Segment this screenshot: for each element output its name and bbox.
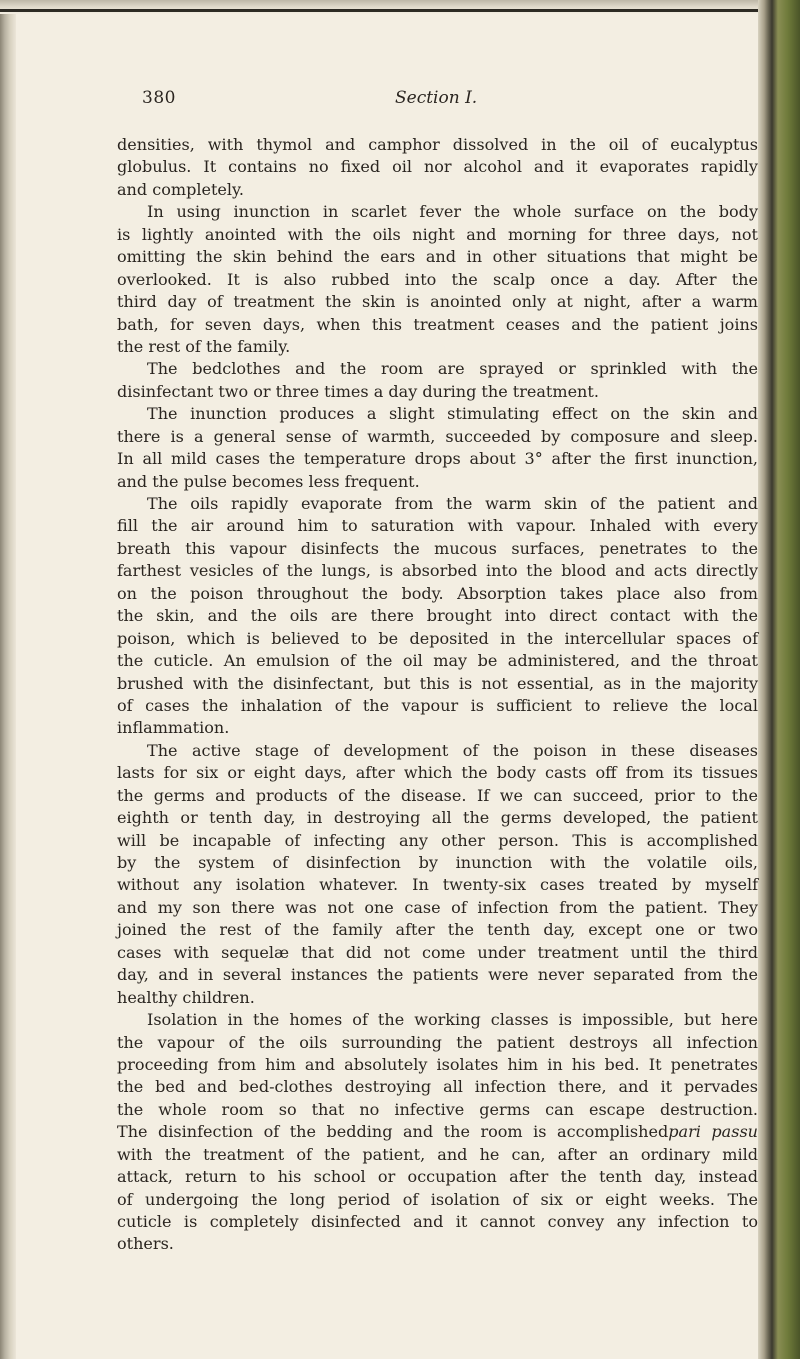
text-line: fill the air around him to saturation with vapour. Inhaled with every	[117, 516, 758, 536]
text-line: In all mild cases the temperature drops about 3° after the first inunction,	[117, 449, 758, 469]
text-line: others.	[117, 1234, 174, 1254]
text-line: disinfectant two or three times a day during the treatment.	[117, 381, 599, 401]
text-line: is lightly anointed with the oils night and morning for three days, not	[117, 224, 758, 244]
text-line: omitting the skin behind the ears and in other situations that might be	[117, 247, 758, 267]
text-line: eighth or tenth day, in destroying all the germs developed, the patient	[117, 808, 758, 828]
text-line: bath, for seven days, when this treatment ceases and the patient joins	[117, 314, 758, 334]
text-line: densities, with thymol and camphor dissolved in the oil of eucalyptus	[117, 135, 758, 154]
text-line: brushed with the disinfectant, but this is not essential, as in the majority	[117, 673, 758, 693]
text-line	[117, 1121, 758, 1143]
text-line: Isolation in the homes of the working classes is impossible, but here	[147, 1010, 758, 1030]
text-line: will be incapable of infecting any other person. This is accomplished	[117, 830, 758, 850]
text-line: farthest vesicles of the lungs, is absorbed into the blood and acts directly	[117, 561, 758, 581]
text-line: inflammation.	[117, 718, 230, 738]
text-line: third day of treatment the skin is anointed only at night, after a warm	[117, 292, 758, 312]
text-line: of cases the inhalation of the vapour is sufficient to relieve the local	[117, 695, 758, 715]
text-line: the rest of the family.	[117, 336, 291, 356]
text-line: by the system of disinfection by inunction with the volatile oils,	[117, 853, 758, 872]
scan-edge-left	[0, 0, 16, 1359]
text-line: there is a general sense of warmth, succeeded by composure and sleep.	[117, 426, 758, 446]
text-line: and the pulse becomes less frequent.	[117, 471, 420, 491]
body-text	[117, 134, 758, 1256]
italic-phrase: pari passu	[668, 1122, 758, 1142]
text-line: In using inunction in scarlet fever the whole surface on the body	[147, 202, 758, 222]
text-segment: The disinfection of the bedding and the room is accomplished	[117, 1122, 669, 1142]
text-line: The bedclothes and the room are sprayed or sprinkled with the	[147, 359, 758, 379]
text-line: The active stage of development of the poison in these diseases	[147, 740, 758, 760]
text-line: globulus. It contains no fixed oil nor alcohol and it evaporates rapidly	[117, 157, 758, 177]
page-number: 380	[142, 88, 176, 108]
text-line: healthy children.	[117, 987, 255, 1007]
page-header	[142, 88, 762, 118]
text-line: the skin, and the oils are there brought into direct contact with the	[117, 606, 758, 626]
text-line: the germs and products of the disease. If we can succeed, prior to the	[117, 785, 758, 805]
text-line: the bed and bed-clothes destroying all infection there, and it pervades	[117, 1077, 758, 1097]
text-line: of undergoing the long period of isolation of six or eight weeks. The	[117, 1189, 758, 1209]
text-line: joined the rest of the family after the tenth day, except one or two	[117, 920, 758, 940]
text-line: without any isolation whatever. In twenty-six cases treated by myself	[117, 875, 758, 895]
text-line: and my son there was not one case of infection from the patient. They	[117, 897, 758, 917]
text-line: The inunction produces a slight stimulating effect on the skin and	[147, 404, 758, 424]
text-line: and completely.	[117, 179, 245, 199]
top-rule	[0, 9, 760, 12]
text-line: on the poison throughout the body. Absorption takes place also from	[117, 583, 758, 603]
text-line: cuticle is completely disinfected and it cannot convey any infection to	[117, 1212, 758, 1231]
text-line: breath this vapour disinfects the mucous surfaces, penetrates to the	[117, 538, 758, 558]
text-line: the cuticle. An emulsion of the oil may be administered, and the throat	[117, 651, 758, 671]
text-line: with the treatment of the patient, and he can, after an ordinary mild	[117, 1144, 758, 1164]
text-line: attack, return to his school or occupation after the tenth day, instead	[117, 1167, 758, 1187]
text-line: The oils rapidly evaporate from the warm skin of the patient and	[147, 494, 758, 513]
section-title: Section I.	[395, 88, 478, 108]
text-line: the whole room so that no infective germs can escape destruction.	[117, 1099, 758, 1119]
text-line: overlooked. It is also rubbed into the scalp once a day. After the	[117, 269, 758, 289]
text-line: day, and in several instances the patients were never separated from the	[117, 965, 758, 985]
book-spine-edge	[758, 0, 800, 1359]
text-line: proceeding from him and absolutely isolates him in his bed. It penetrates	[117, 1054, 758, 1074]
text-line: cases with sequelæ that did not come under treatment until the third	[117, 942, 758, 962]
text-line: the vapour of the oils surrounding the patient destroys all infection	[117, 1032, 758, 1052]
text-line: poison, which is believed to be deposited in the intercellular spaces of	[117, 628, 758, 648]
text-line: lasts for six or eight days, after which the body casts off from its tissues	[117, 763, 758, 783]
